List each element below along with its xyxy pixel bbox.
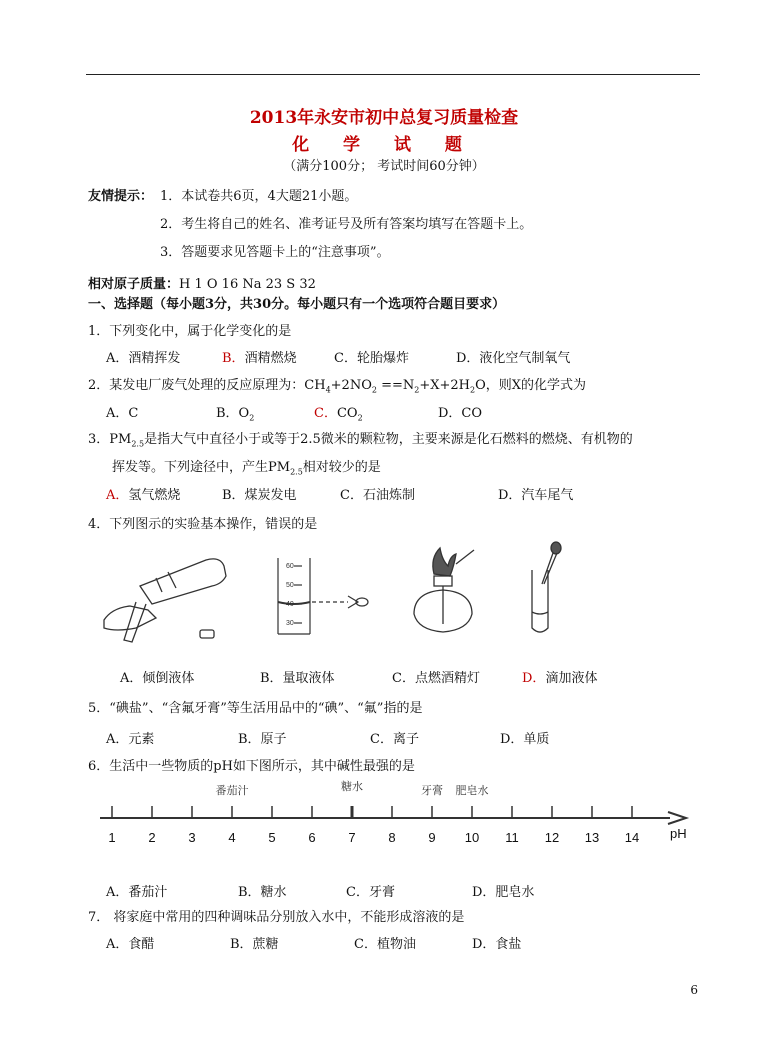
ph-marker-label: 肥皂水 — [455, 785, 489, 797]
ph-axis-arrow — [668, 812, 686, 824]
dropper-bulb-icon — [551, 542, 561, 554]
ph-axis-label: pH — [670, 826, 687, 841]
q6-option-b: B．糖水 — [238, 885, 287, 900]
hand-icon — [104, 606, 156, 630]
svg-text:50: 50 — [286, 582, 294, 589]
note-2: 2．考生将自己的姓名、准考证号及所有答案均填写在答题卡上。 — [160, 217, 533, 232]
note-1: 1．本试卷共6页，4大题21小题。 — [160, 189, 358, 204]
q4-option-a: A．倾倒液体 — [120, 671, 195, 686]
ph-tick-label: 2 — [148, 830, 156, 845]
graduated-cylinder-figure — [264, 556, 384, 636]
ph-marker-label: 牙膏 — [421, 785, 443, 797]
q2-option-d: D．CO — [438, 406, 483, 421]
ph-tick-label: 14 — [624, 830, 640, 845]
exam-meta: （满分100分； 考试时间60分钟） — [283, 159, 485, 174]
q3-option-b: B．煤炭发电 — [222, 488, 297, 503]
q5-option-b: B．原子 — [238, 732, 287, 747]
ph-tick-label: 11 — [505, 830, 519, 845]
q1-option-b: B．酒精燃烧 — [222, 351, 297, 366]
q5-option-a: A．元素 — [106, 732, 155, 747]
q1-option-c: C．轮胎爆炸 — [334, 351, 409, 366]
dropper-figure — [520, 540, 570, 640]
ph-scale-diagram — [96, 772, 696, 852]
ph-tick-label: 12 — [544, 830, 560, 845]
q4-option-d: D．滴加液体 — [522, 671, 598, 686]
q6-option-d: D．肥皂水 — [472, 885, 535, 900]
svg-text:30: 30 — [286, 620, 294, 627]
q5-option-d: D．单质 — [500, 732, 550, 747]
reagent-bottle-icon — [140, 559, 226, 604]
q2-stem: 2．某发电厂废气处理的反应原理为：$CH_4+2NO_2 ==N_2+X+2H_2O$，则X的化学式为 — [88, 378, 587, 395]
q7-option-b: B．蔗糖 — [230, 937, 279, 952]
note-3: 3．答题要求见答题卡上的“注意事项”。 — [160, 245, 390, 260]
q1-stem: 1．下列变化中，属于化学变化的是 — [88, 324, 292, 339]
q3-stem-2: 挥发等。下列途径中，产生$PM_{2.5}$相对较少的是 — [112, 460, 381, 477]
q4-stem: 4．下列图示的实验基本操作，错误的是 — [88, 517, 318, 532]
q7-stem: 7． 将家庭中常用的四种调味品分别放入水中，不能形成溶液的是 — [88, 910, 465, 925]
ph-tick-label: 8 — [388, 830, 396, 845]
page-number: 6 — [690, 983, 698, 997]
notes-label: 友情提示： — [88, 189, 154, 204]
q2-option-c: C．$CO_2$ — [314, 406, 363, 423]
q3-option-a: A．氢气燃烧 — [106, 488, 181, 503]
q7-option-a: A．食醋 — [106, 937, 155, 952]
ph-tick-label: 13 — [584, 830, 600, 845]
q4-option-b: B．量取液体 — [260, 671, 335, 686]
ph-tick-label: 4 — [228, 830, 236, 845]
ph-marker-label: 番茄汁 — [215, 785, 249, 797]
pouring-liquid-figure — [96, 548, 246, 644]
q7-option-c: C．植物油 — [354, 937, 416, 952]
q3-stem: 3．$PM_{2.5}$是指大气中直径小于或等于2.5微米的颗粒物，主要来源是化石燃料的燃烧、有机物的 — [88, 432, 633, 449]
q4-option-c: C．点燃酒精灯 — [392, 671, 480, 686]
ph-tick-label: 9 — [428, 830, 436, 845]
q6-option-a: A．番茄汁 — [106, 885, 168, 900]
ph-tick-label: 7 — [348, 830, 356, 845]
ph-tick-label: 3 — [188, 830, 196, 845]
ph-tick-label: 1 — [108, 830, 116, 845]
q1-option-d: D．液化空气制氧气 — [456, 351, 571, 366]
q3-option-d: D．汽车尾气 — [498, 488, 574, 503]
atomic-mass-values: H 1 O 16 Na 23 S 32 — [179, 277, 316, 292]
q3-option-c: C．石油炼制 — [340, 488, 415, 503]
svg-text:60: 60 — [286, 563, 294, 570]
exam-subtitle: 化 学 试 题 — [292, 135, 476, 155]
ph-tick-label: 6 — [308, 830, 316, 845]
flame-icon — [433, 548, 456, 576]
q1-option-a: A．酒精挥发 — [106, 351, 181, 366]
q2-option-b: B．$O_2$ — [216, 406, 255, 423]
ph-marker-label: 糖水 — [341, 781, 363, 793]
q2-option-a: A．C — [106, 406, 139, 421]
top-rule — [86, 74, 700, 75]
exam-title: 2013年永安市初中总复习质量检查 — [249, 108, 519, 128]
atomic-mass — [88, 273, 316, 292]
q5-stem: 5．“碘盐”、“含氟牙膏”等生活用品中的“碘”、“氟”指的是 — [88, 701, 423, 716]
q6-option-c: C．牙膏 — [346, 885, 395, 900]
alcohol-lamp-figure — [404, 544, 484, 636]
ph-tick-label: 10 — [464, 830, 480, 845]
ph-tick-label: 5 — [268, 830, 276, 845]
q5-option-c: C．离子 — [370, 732, 419, 747]
q7-option-d: D．食盐 — [472, 937, 522, 952]
q6-stem: 6．生活中一些物质的pH如下图所示，其中碱性最强的是 — [88, 759, 415, 774]
atomic-mass-label: 相对原子质量： — [88, 277, 180, 292]
svg-text:40: 40 — [286, 601, 294, 608]
section-heading: 一、选择题（每小题3分，共30分。每小题只有一个选项符合题目要求） — [88, 297, 506, 312]
